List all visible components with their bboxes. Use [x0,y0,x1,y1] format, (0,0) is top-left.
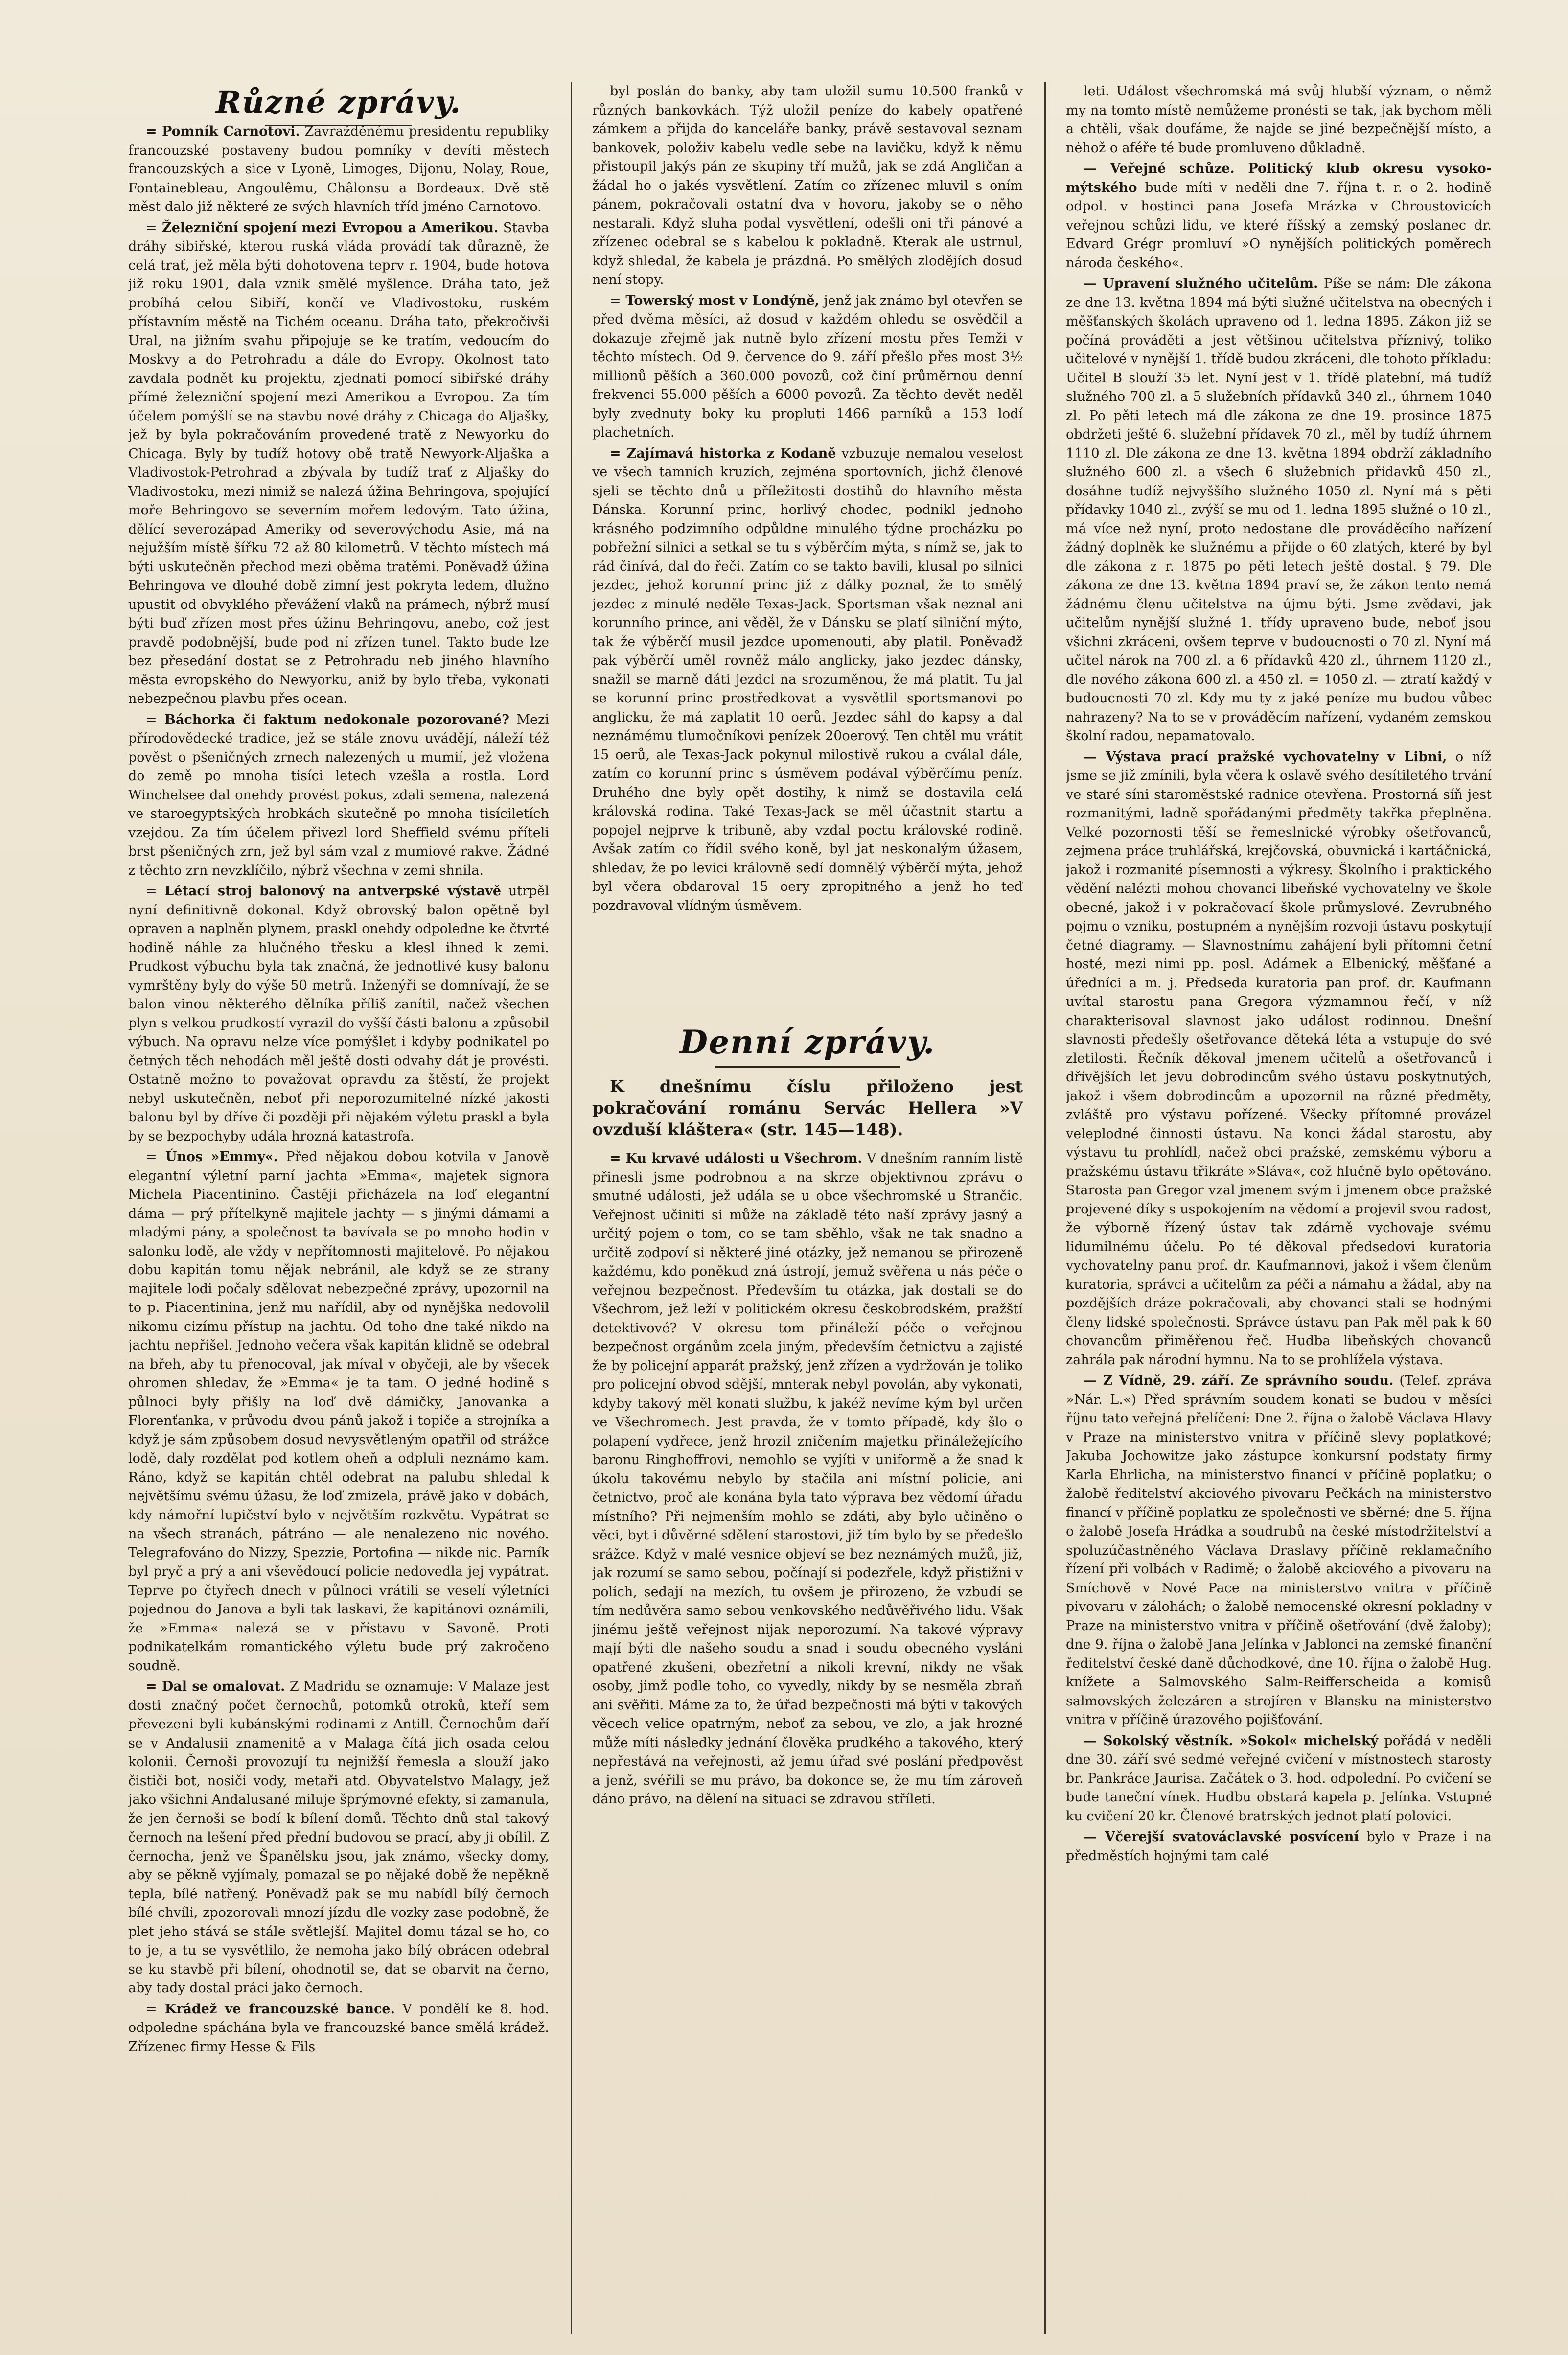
article [128,2000,549,2057]
article [128,1678,549,1998]
article-lead: = Únos »Emmy«. [146,1149,278,1165]
article-lead: — Z Vídně, 29. září. Ze správního soudu. [1084,1373,1394,1388]
column-divider [1044,82,1046,2334]
article [1066,1372,1492,1730]
article-lead: = Dal se omalovat. [146,1679,285,1694]
article-text: jenž jak známo byl otevřen se před dvěma měsíci, až dosud v každém ohledu se osvědčil a dokazuje zřejmě jak nutně bylo zřízení mostu přes Temži v těchto místech. Od 9. července do 9. září přešlo přes most 3½ millionů pěších a 360.000 povozů, což činí průměrnou denní frekvenci 55.000 pěších a 6000 povozů. Za těchto devět neděl byly zvednuty boky ku propluti 1466 parníků a 153 lodí plachetních. [592,293,1023,440]
article-lead: — Výstava prací pražské vychovatelny v Libni, [1084,749,1447,765]
article-lead: = Pomník Carnotovi. [146,124,300,139]
article-text: vzbuzuje nemalou veselost ve všech tamních kruzích, zejména sportovních, jichž členové sjeli se těchto dnů u příležitosti dostihů do hlavního města Dánska. Korunní princ, horlivý chodec, podnikl jednoho krásného podzimního odpůldne minulého týdne procházku po pobřežní silnici a setkal se tu s výběrčím mýta, s nímž se, jak to rád činívá, dal do řeči. Zatím co se takto bavili, klusal po silnici jezdec, jehož korunní princ již z dálky poznal, že to smělý jezdec z minulé neděle Texas-Jack. Sportsman však neznal ani korunního prince, ani věděl, že v Dánsku se platí silniční mýto, tak že výběrčí musil jezdce upomenouti, aby platil. Poněvadž pak výběrčí uměl rovněž málo anglicky, jako jezdec dánsky, snažil se marně dáti jezdci na srozuměnou, že má platit. Tu jal se korunní princ prostředkovat a vysvětlil sportsmanovi po anglicku, že má zaplatit 10 oerů. Jezdec sáhl do kapsy a dal neznámému tlumočníkovi penízek 20oerový. Ten chtěl mu vrátit 15 oerů, ale Texas-Jack pokynul milostivě rukou a cválal dále, zatím co korunní princ s úsměvem podával výběrčímu peníz. Druhého dne byly opět dostihy, k nimž se dostavila celá královská rodina. Také Texas-Jack se měl účastnit startu a popojel nejprve k tribuně, aby vzdal poctu královské rodině. Avšak zatím co řídil svého koně, byl jat neskonalým úžasem, shledav, že po levici královně sedí domnělý výběrčí mýta, jehož byl včera obdaroval 15 oery zpropitného a jenž ho teď pozdravoval vlídným úsměvem. [592,445,1023,913]
daily-news [592,1076,1023,2334]
article-lead: = Železniční spojení mezi Evropou a Amerikou. [146,220,499,235]
article [128,219,549,709]
section-heading-daily: Denní zprávy. [592,1023,1023,1068]
article-text: Zavražděnému presidentu republiky francouzské postaveny budou pomníky v devíti městech francouzských a sice v Lyoně, Limoges, Dijonu, Nolay, Roue, Fontainebleau, Angoulêmu, Châlonsu a Bordeaux. Dvě stě měst dalo již některé ze svých hlavních tříd jméno Carnotovo. [128,124,549,214]
article [128,711,549,881]
article [128,122,549,217]
article [592,444,1023,916]
daily-articles [592,1149,1023,1809]
article-text: leti. Událost všechromská má svůj hlubší význam, o němž my na tomto místě nemůžeme pronésti se tak, jak bychom měli a chtěli, však doufáme, že najde se jiné bezpečnější místo, a nėhož o aféře té bude promluveno důkladně. [1066,84,1492,156]
article-lead: — Veřejné schůze. Politický klub okresu vysoko-mýtského [1066,161,1492,195]
article-text: Mezi přírodovědecké tradice, jež se stále znovu uvádějí, náleží též pověst o pšeničných zrnech nalezených u mumií, jež vložena do země po mnoha tisíci letech vzešla a rostla. Lord Winchelsee dal onehdy provést pokus, zdali semena, nalezená ve staroegyptských hrobkách skutečně po mnoha tisíciletích vzejdou. Za tím účelem přivezl lord Sheffield svému příteli brst pšeničných zrn, jež byl sám vzal z mumiové rakve. Žádné z těchto zrn nevzklíčilo, nýbrž všechna v zemi shnila. [128,712,549,878]
article-lead: = Báchorka či faktum nedokonale pozorované? [146,712,509,727]
daily-intro: K dnešnímu číslu přiloženo jest pokračování románu Servác Hellera »V ovzduší kláštera« (str. 145—148). [592,1077,1023,1140]
article-text: bylo v Praze i na předměstích hojnými tam calé [1066,1829,1492,1864]
article-text: V dnešním ranním listě přinesli jsme podrobnou a na skrze objektivnou zprávu o smutné události, jež udála se u obce všechromské u Strančic. Veřejnost učiniti si může na základě této naší zprávy jasný a určitý pojem o tom, co se tam sběhlo, však ne tak snadno a určitě zodpoví si některé jiné otázky, jež nemanou se přirozeně každému, kdo poněkud zná ústrojí, jemuž svěřena u nás péče o veřejnou bezpečnost. Především tu otázka, jak dostali se do Všechrom, jež leží v politickém okresu českobrodském, pražští detektivové? V okresu tom přináleží péče o veřejnou bezpečnost orgánům zcela jiným, především četnictvu a zajisté že by policejní apparát pražský, jenž zřízen a vydržován je toliko pro policejní obvod sdější, mnterak nebyl povolán, aby vykonati, kdyby takový měl konati službu, k jakéž nevíme kým byl určen ve Všechromech. Jest pravda, že v tomto případě, kdy šlo o polapení vydřece, jenž hrozil zničením majetku přináležejícího baronu Ringhoffrovi, nemohlo se vyjíti v uniformě a že snad k úkolu takovému nebylo by stačila ani místní policie, ani četnictvo, proč ale konána byla tato výprava bez vědomí úřadu místního? Při nejmenším mohlo se zdáti, aby bylo učiněno o věci, byt i důvěrné sdělení starostovi, již tím bylo by se předešlo srážce. Když v malé vesnice objeví se bez neznámých mužů, již, jak rozumí se samo sebou, počínají si podezřele, když přistižni v polích, sedají na mezích, tu ovšem je přirozeno, že vzbudí se tím nedůvěra samo sebou venkovského nedůvěřivého lidu. Však jinému ještě veřejnost nijak neporozumí. Na takové výpravy mají býti dle našeho soudu a snad i soudu obecného vysláni opatřené zkušeni, obezřetní a nikoli krevní, nikdy ne však osoby, jimž podle toho, co vyvedly, nikdy by se nesměla zbraň ani svěřiti. Máme za to, že úřad bezpečnosti má býti v takových věcech velice opatrným, neboť za sebou, ve zlo, a jak hrozné může míti následky jednání člověka prudkého a takového, který nepřestává na veřejnosti, až jemu úřad své poslání předpověst a jenž, svéřili se mu právo, ba dokonce se, že mu tím zároveň dáno právo, na dělení na situaci se zdravou stříleti. [592,1151,1023,1807]
article-text: (Telef. zpráva »Nár. L.«) Před správním soudem konati se budou v měsíci říjnu tato veřejná přelíčení: Dne 2. října o žalobě Václava Hlavy v Praze na ministerstvo vnitra v příčině slevy poplatkové; Jakuba Jochowitze jako zástupce konkursní podstaty firmy Karla Ehrlicha, na ministerstvo financí v příčině poplatku; o žalobě ředitelství akciového pivovaru Pečkách na ministerstvo financí v příčině poplatku ze společnosti ve sběrné; dne 5. října o žalobě Josefa Hrádka a soudrubů na české místodržitelství a spoluzúčastněného Václava Draslavy příčině reklamačního řízení při volbách v Radimě; o žalobě akciového a pivovaru na Smíchově v Nové Pace na ministerstvo vnitra v příčině pivovaru v zálohách; o žalobě nemocenské okresní pokladny v Praze na ministerstvo vnitra v příčině ošetřování (dvě žaloby); dne 9. října o žalobě Jana Jelínka v Jablonci na zemské finanční ředitelství české daně důchodkové, dne 10. října o žalobě Hug. knížete a Salmovského Salm-Reifferscheida a komisů salmovských železáren a strojíren v Blansku na ministerstvo vnitra v příčině úrazového pojišťování. [1066,1373,1492,1727]
article-text: Před nějakou dobou kotvila v Janově elegantní výletní parní jachta »Emma«, majetek signora Michela Piacentinino. Častěji přicházela na loď elegantní dáma — prý přítelkyně majitele jachty — s jinými dámami a mladými pány, a společnost ta bavívala se po mnoho hodin v salonku lodě, ale vždy v nepřítomnosti majitelově. Po nějakou dobu kapitán tomu nějak nebránil, ale když se ze strany majitele lodi počaly sdělovat nebezpečné zprávy, upozornil na to p. Piacentinina, jenž mu nařídil, aby od nynějška nedovolil nikomu cizímu přístup na jachtu. Od toho dne také nikdo na jachtu nepřišel. Jednoho večera však kapitán klidně se odebral na břeh, aby tu přenocoval, jak míval v obyčeji, ale by všecek ohromen shledav, že »Emma« je ta tam. O jedné hodině s půlnoci byly přišly na loď dvě dámičky, Janovanka a Florenťanka, v průvodu dvou pánů jakož i topiče a strojníka a když je sám způsobem dosud nevysvětleným opatřil od strážce lodě, daly rozdělat pod kotlem oheň a odpluli neznámo kam. Ráno, když se kapitán chtěl odebrat na palubu shledal k největšímu svému úžasu, že loď zmizela, právě jako v dobách, kdy námořní lupičství bylo v největším rozkvětu. Vypátrat se na všech stranách, pátráno — ale nenalezeno nic nového. Telegrafováno do Nizzy, Spezzie, Portofina — nikde nic. Parník byl pryč a prý a ani vševědoucí policie nedovedla jej vypátrat. Teprve po čtyřech dnech v půlnoci vrátili se veselí výletníci pojednou do Janova a byli tak laskavi, že kapitánovi oznámili, že »Emma« nalezá se v přístavu v Savoně. Proti podnikatelkám romantického výletu bude prý zakročeno soudně. [128,1149,549,1674]
article [128,1148,549,1676]
article [128,882,549,1146]
article-text: V pondělí ke 8. hod. odpoledne spáchána byla ve francouzské bance smělá krádež. Zřízenec firmy Hesse & Fils [128,2001,549,2054]
column-divider [571,82,572,2334]
article-lead: = Zajímavá historka z Kodaně [610,445,836,461]
article-text: Píše se nám: Dle zákona ze dne 13. května 1894 má býti služné učitelstva na obecných i měšťanských školách upraveno od 1. ledna 1895. Zákon již se počíná prováděti a jest většinou učitelstva příznivý, toliko učitelové v nynější 1. třídě budou zkráceni, dle tohoto příkladu: Učitel B slouží 35 let. Nyní jest v 1. třídě platební, má tudíž služného 700 zl. a 5 služebních přídavků 340 zl., úhrnem 1040 zl. Po pěti letech má dle zákona ze dne 19. prosince 1875 obdržeti ještě 6. služební přídavek 70 zl., měl by tudíž úhrnem 1110 zl. Dle zákona ze dne 13. května 1894 obdrží základního služného 600 zl. a všech 6 služebních přídavků 450 zl., dosáhne tudíž nejvyššího služného 1050 zl. Nyní má s pěti přídavky 1040 zl., zvýší se mu od 1. ledna 1895 služné o 10 zl., má více než nyní, proto nedostane dle prováděcího nařízení žádný doplněk ke služnému a přijde o 60 zlatých, které by byl dle zákona z r. 1875 po pěti letech ještě dostal. § 79. Dle zákona ze dne 13. května 1894 praví se, že zákon tento nemá žádnému členu učitelstva na újmu býti. Jsme zvědavi, jak učitelům nynější služné 1. třídy upraveno bude, neboť jsou všichni zkráceni, ovšem teprve v budoucnosti o 70 zl. Nyní má učitel nárok na 700 zl. a 6 přídavků 420 zl., úhrnem 1120 zl., dle nového zákona 600 zl. a 450 zl. = 1050 zl. — ztratí každý v budoucnosti 70 zl. Kdy mu ty z jaké peníze mu budou vůbec nahrazeny? Na to se v prováděcím nařízení, vydaném zemskou školní radou, nepamatovalo. [1066,276,1492,744]
article [1066,160,1492,273]
section-heading-various: Různé zprávy. [128,84,549,126]
column-three [1066,82,1492,2334]
article-lead: — Sokolský věstník. »Sokol« michelský [1084,1733,1379,1749]
article [1066,275,1492,746]
article-lead: = Létací stroj balonový na antverpské výstavě [146,884,502,899]
column-two-top [592,82,1023,1012]
article [1066,748,1492,1370]
article [592,82,1023,290]
article [1066,82,1492,158]
article-text: Stavba dráhy sibiřské, kterou ruská vláda provádí tak důrazně, že celá trať, jež měla býti dohotovena teprv r. 1904, bude hotova již roku 1901, dala vznik smělé myšlence. Dráha tato, jež probíhá celou Sibiří, končí ve Vladivostoku, ruském přístavním městě na Tichém oceanu. Dráha tato, překročivši Ural, na jižním svahu připojuje se ke tratím, vedoucím do Moskvy a do Petrohradu a dále do Evropy. Okolnost tato zavdala podnět ku projektu, zjednati pomocí sibiřské dráhy přímé železniční spojení mezi Amerikou a Evropou. Za tím účelem pomýšlí se na stavbu nové dráhy z Chicaga do Aljašky, jež by byla pokračováním provedené tratě z Newyorku do Chicaga. Byly by tudíž hotovy obě tratě Newyork-Aljaška a Vladivostok-Petrohrad a zbývala by tudíž trať z Aljašky do Vladivostoku, mezi nimiž se nalezá úžina Behringova, spojující moře Behringovo se severním mořem ledovým. Tato úžina, dělící severozápad Ameriky od severovýchodu Asie, má na nejužším místě šířku 72 až 80 kilometrů. V těchto místech má býti uskutečněn přechod mezi oběma tratěmi. Poněvadž úžina Behringova ve dlouhé době zimní jest pokryta ledem, dlužno upustit od obvyklého převážení vlaků na prámech, nýbrž musí býti buď zřízen most přes úžinu Behringovu, anebo, což jest pravdě podobnější, bude pod ní zřízen tunel. Takto bude lze bez přesedání dostat se z Petrohradu neb jiného hlavního města evropského do Newyorku, aniž by bylo třeba, vykonati nebezpečnou plavbu přes ocean. [128,220,549,706]
article-lead: — Upravení služného učitelům. [1084,276,1318,291]
article-text: pořádá v neděli dne 30. září své sedmé veřejné cvičení v místnostech starosty br. Pankráce Jaurisa. Začátek o 3. hod. odpolední. Po cvičení se bude taneční vínek. Hudbu obstará kapela p. Jelínka. Vstupné ku cvičení 20 kr. Členové bratrských jednot platí polovici. [1066,1733,1492,1824]
article-text: o níž jsme se již zmínili, byla včera k oslavě svého desítiletého trvání ve staré síni staroměstské radnice otevřena. Prostorná síň jest rozmanitými, ladně spořádanými předměty takřka přeplněna. Velké pozornosti těší se řemeslnické výrobky ošetřovanců, zejmena práce truhlářská, krejčovská, obuvnická i kartáčnická, jakož i rozmanité písemnosti a výkresy. Školního i praktického vědění nalézti mohou chovanci libeňské vychovatelny ve škole obecné, jakož i v pokračovací škole průmyslové. Zevrubného pojmu o vzniku, postupném a nynějším rozvoji ústavu poskytují četné diagramy. — Slavnostnímu zahájení byli přítomni četní hosté, mezi nimi pp. posl. Adámek a Elbenický, měšťané a úředníci a m. j. Předseda kuratoria pan prof. dr. Kaufmann uvítal starostu pana Gregora výzmamnou řečí, v níž charakterisoval slavnost jako událost rodinnou. Dnešní slavnosti předešly ošetřovance děteká léta a vstupuje do své zletilosti. Řečník děkoval jmenem učitelů a ošetřovanců i dřívějších let jevu dobrodincům svého ústavu poskytnutých, jakož i všem dobrodincům a upozornil na různé předměty, zvláště pro výstavu pořízené. Všecky přítomné provázel veleplodné činnosti ústavu. Na konci žádal starostu, aby výstavu tu prohlídl, načež obci pražské, zemskému výboru a pražskému ústavu třikráte »Sláva«, což hlučně bylo opětováno. Starosta pan Gregor vzal jmenem svým i jmenem obce pražské projevené díky s uspokojením na vědomí a projevil svou radost, že výborně řízený ústav tak zdárně vychovaje svému lidumilnému účelu. Po té děkoval předsedovi kuratoria vychovatelny panu prof. dr. Kaufmannovi, jakož i všem členům kuratoria, správci a učitelům za péči a námahu a žádal, aby na pozdějších dráze pokračovali, aby chovanci stali se hodnými členy lidské společnosti. Správce ústavu pan Pak měl pak k 60 chovancům přiměřenou řeč. Hudba libeňských chovanců zahrála pak národní hymnu. Na to se prohlížela výstava. [1066,749,1492,1368]
article-text: utrpěl nyní definitivně dokonal. Když obrovský balon opětně byl opraven a naplněn plynem, praskl onehdy odpoledne ke čtvrté hodině náhle za hlučného třesku a klesl ihned k zemi. Prudkost výbuchu byla tak značná, že jednotlivé kusy balonu vymrštěny byly do výše 50 metrů. Inženýři se domnívají, že se balon vinou některého dělníka příliš zanítil, načež všechen plyn s velkou prudkostí vyrazil do vyšší části balonu a způsobil výbuch. Na opravu nelze více pomýšlet i kdyby podnikatel po četných těch nehodách měl ještě dosti odvahy dát je provésti. Ostatně možno to považovat opravdu za štěstí, že projekt nebyl uskutečněn, neboť při neporozumitelné nízké jakosti balonu byl by dříve či později při nějakém výletu praskl a byla by se bezpochyby udála hrozná katastrofa. [128,884,549,1144]
column-one [128,122,549,2340]
article-text: byl poslán do banky, aby tam uložil sumu 10.500 franků v různých bankovkách. Týž uložil peníze do kabely opatřené zámkem a přijda do kanceláře banky, právě sestavoval seznam bankovek, položiv kabelu vedle sebe na lavičku, když k němu přistoupil jakýs pán ze skupiny tří mužů, jak se zdá Angličan a žádal ho o jakés vysvětlení. Zatím co zřízenec mluvil s oním pánem, pokračovali ostatní dva v hovoru, jakoby se o něho nestarali. Když sluha podal vysvětlení, odešli oni tři pánové a zřízenec odebral se s kabelou k pokladně. Kterak ale ustrnul, když shledal, že kabela je prázdná. Po smělých zlodějích dosud není stopy. [592,84,1023,287]
article [592,1149,1023,1809]
article-lead: = Ku krvavé události u Všechrom. [610,1151,862,1166]
article-lead: — Včerejší svatováclavské posvícení [1084,1829,1359,1844]
article [592,292,1023,443]
column-two [592,82,1023,2334]
article [1066,1828,1492,1865]
article [1066,1732,1492,1826]
article-lead: = Towerský most v Londýně, [610,293,820,308]
article-text: Z Madridu se oznamuje: V Malaze jest dosti značný počet černochů, potomků otroků, kteří sem převezeni byli kubánskými rodinami z Antill. Černochům daří se v Andalusii znamenitě a v Malaga čítá jich osada celou kolonii. Černoši provozují tu nejnižší řemesla a slouží jako čističi bot, nosiči vody, metaři atd. Obyvatelstvo Malagy, jež jako všichni Andalusané miluje šprýmovné efekty, si zamanula, že jen černoši se bodí k bílení domů. Těchto dnů stal takový černoch na lešení před přední budovou se prací, aby ji obílil. Z černocha, jenž ve Španělsku jsou, jak známo, všecky domy, aby se pěkně vyjímaly, pomazal se po nějaké době že nepěkně tepla, bílé natřený. Poněvadž pak se mu nabídl bílý černoch bílé chvíli, zpozorovali mnozí jízdu dle vozky zase podobně, že plet jeho stává se stále světlejší. Majitel domu tázal se ho, co to je, a tu se vysvětlilo, že nemoha jako bílý obrácen odebral se ku stavbě při bílení, ohodnotil se, dat se obarvit na černo, aby tady dostal práci jako černoch. [128,1679,549,1996]
article-text: bude míti v neděli dne 7. října t. r. o 2. hodině odpol. v hostinci pana Josefa Mrázka v Chroustovicích veřejnou schůzi lidu, ve které říšský a zemský poslanec dr. Edvard Grégr promluví »O nynějších politických poměrech národa českého«. [1066,180,1492,271]
article-lead: = Krádež ve francouzské bance. [146,2001,395,2017]
